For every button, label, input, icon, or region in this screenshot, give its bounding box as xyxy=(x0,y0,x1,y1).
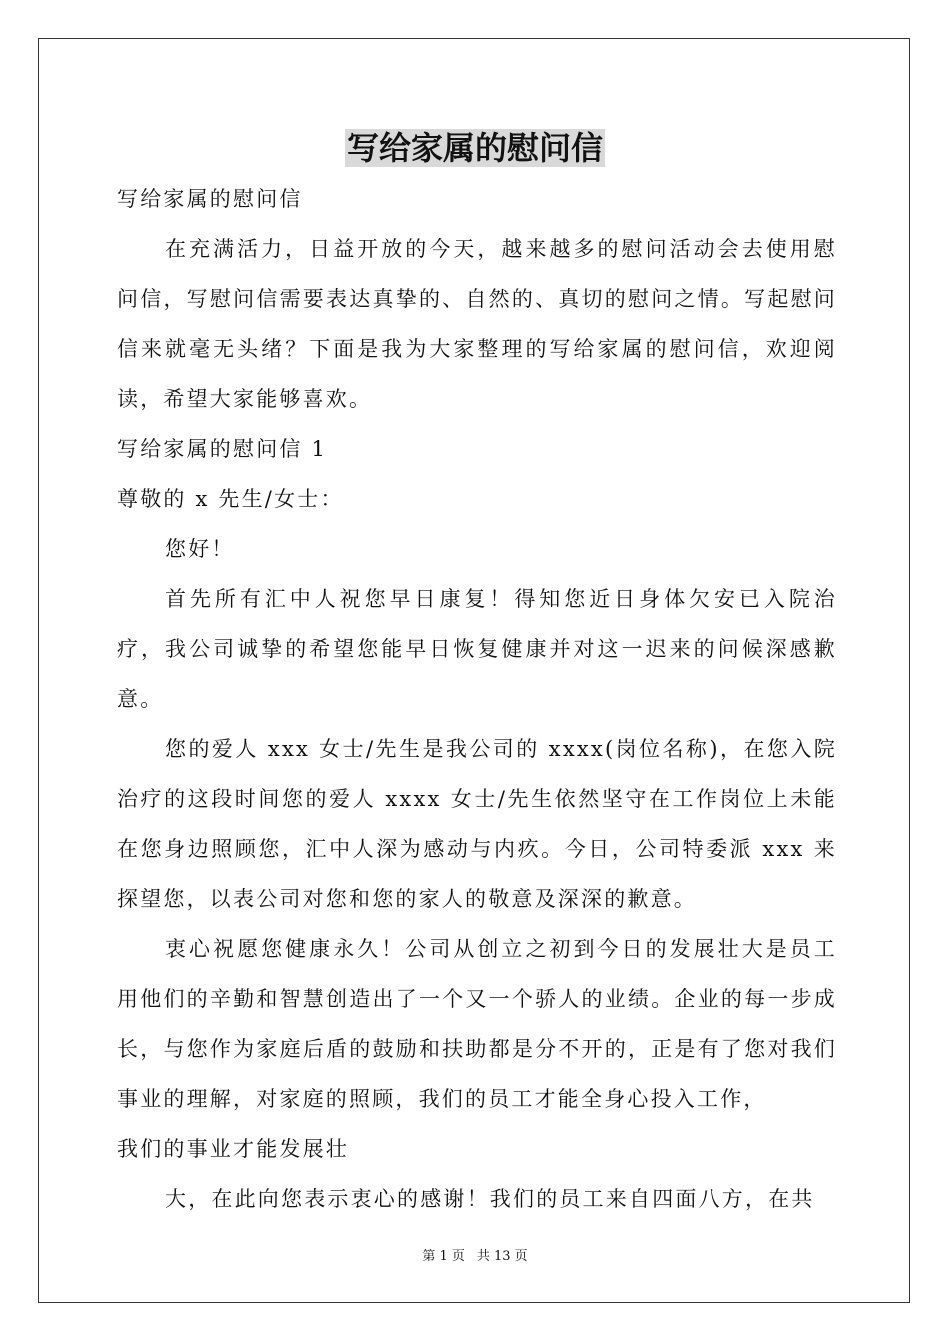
document-title-text: 写给家属的慰问信 xyxy=(346,129,603,167)
greeting: 您好！ xyxy=(165,537,235,561)
page-footer xyxy=(0,1248,950,1266)
body-paragraph-2: 您的爱人 xxx 女士/先生是我公司的 xxxx(岗位名称)，在您入院治疗的这段时间您的爱人 xxxx 女士/先生依然坚守在工作岗位上未能在您身边照顾您，汇中人深为感动与内疚。今日，公司特委派 xxx 来探望您，以表公司对您和您的家人的敬意及深深的歉意。 xyxy=(117,737,837,911)
body-paragraph-3-tail: 我们的事业才能发展壮 xyxy=(117,1137,349,1161)
body-paragraph-3: 衷心祝愿您健康永久！公司从创立之初到今日的发展壮大是员工用他们的辛勤和智慧创造出了一个又一个骄人的业绩。企业的每一步成长，与您作为家庭后盾的鼓励和扶助都是分不开的，正是有了您对我们事业的理解，对家庭的照顾，我们的员工才能全身心投入工作， xyxy=(117,937,837,1111)
document-body xyxy=(117,174,837,1224)
body-paragraph-1: 首先所有汇中人祝您早日康复！得知您近日身体欠安已入院治疗，我公司诚挚的希望您能早日恢复健康并对这一迟来的问候深感歉意。 xyxy=(117,587,837,711)
body-paragraph-4: 大，在此向您表示衷心的感谢！我们的员工来自四面八方，在共 xyxy=(165,1187,815,1211)
section-heading: 写给家属的慰问信 1 xyxy=(117,437,328,461)
document-title xyxy=(0,126,950,170)
page-total: 共 13 页 xyxy=(476,1249,528,1264)
intro-paragraph: 在充满活力，日益开放的今天，越来越多的慰问活动会去使用慰问信，写慰问信需要表达真挚的、自然的、真切的慰问之情。写起慰问信来就毫无头绪？下面是我为大家整理的写给家属的慰问信，欢迎阅读，希望大家能够喜欢。 xyxy=(117,237,837,411)
subtitle-paragraph: 写给家属的慰问信 xyxy=(117,187,303,211)
salutation: 尊敬的 x 先生/女士： xyxy=(117,487,344,511)
page-number: 第 1 页 xyxy=(422,1249,465,1264)
